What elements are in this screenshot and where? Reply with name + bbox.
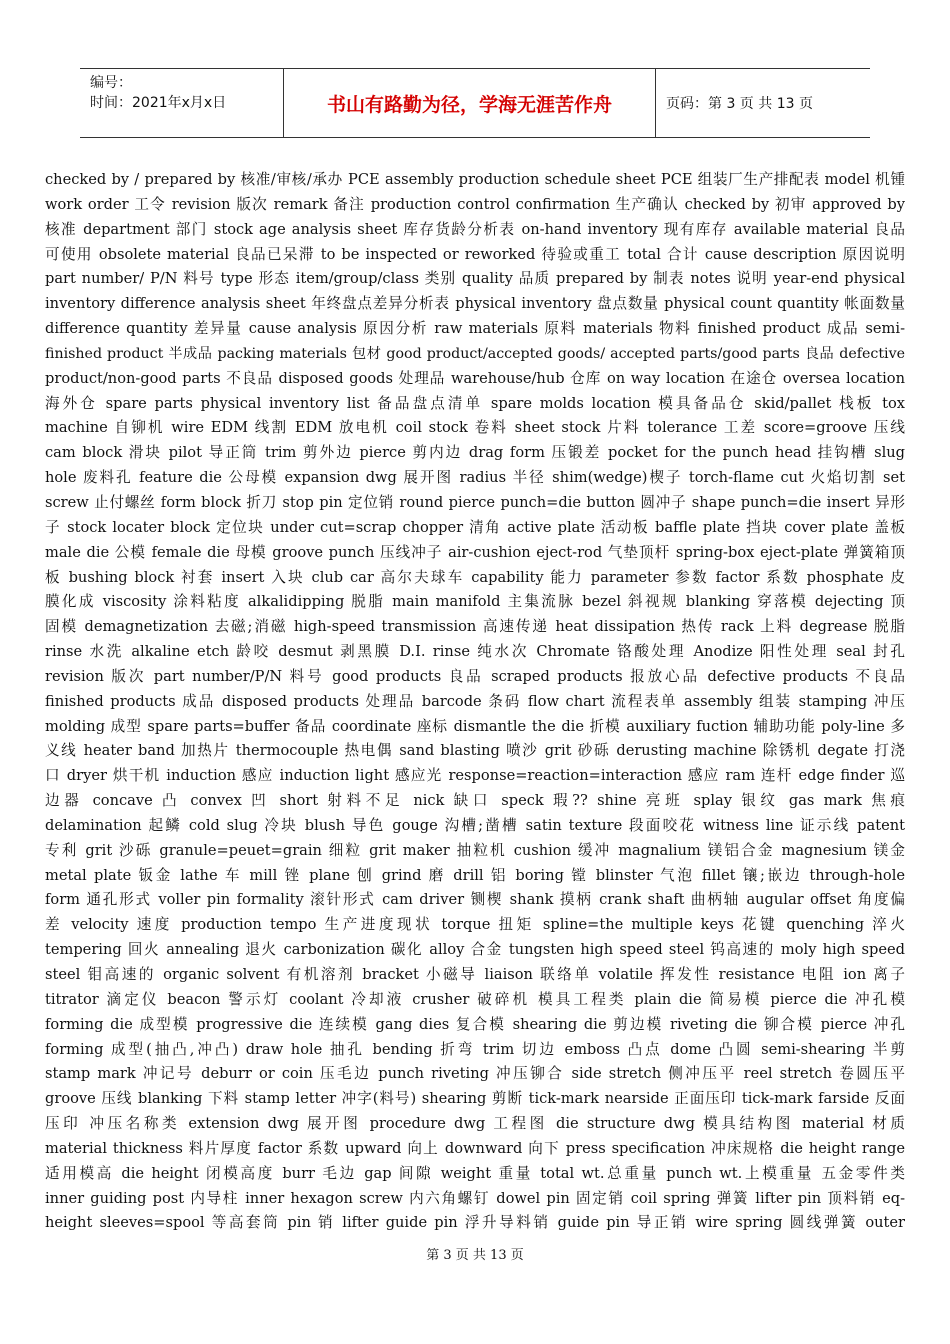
glossary-line: molding 成型 spare parts=buffer 备品 coordinate 座标 dismantle the die 折模 auxiliary fuction 辅助功能 poly-line 多 — [45, 717, 905, 735]
header-motto: 书山有路勤为径，学海无涯苦作舟 — [283, 69, 656, 137]
glossary-line: form 通孔形式 voller pin formality 滚针形式 cam driver 铡楔 shank 摸柄 crank shaft 曲柄轴 augular offset 角度偏 — [45, 891, 905, 909]
glossary-line: 子 stock locater block 定位块 under cut=scrap chopper 清角 active plate 活动板 baffle plate 挡块 cover plate 盖板 — [45, 518, 905, 536]
glossary-line: 专利 grit 沙砾 granule=peuet=grain 细粒 grit maker 抽粒机 cushion 缓冲 magnalium 镁铝合金 magnesium 镁金 — [45, 841, 905, 859]
glossary-line: material thickness 料片厚度 factor 系数 upward 向上 downward 向下 press specification 冲床规格 die height range — [45, 1139, 905, 1157]
header-meta — [80, 69, 283, 137]
glossary-line: 口 dryer 烘干机 induction 感应 induction light 感应光 response=reaction=interaction 感应 ram 连杆 edge finder 巡 — [45, 767, 905, 785]
glossary-line: groove 压线 blanking 下料 stamp letter 冲字(料号) shearing 剪断 tick-mark nearside 正面压印 tick-mark farside 反面 — [45, 1090, 905, 1108]
glossary-line: 差 velocity 速度 production tempo 生产进度现状 torque 扭矩 spline=the multiple keys 花键 quenching 淬火 — [45, 916, 905, 934]
glossary-line: 固模 demagnetization 去磁;消磁 high-speed transmission 高速传递 heat dissipation 热传 rack 上料 degrease 脱脂 — [45, 618, 905, 636]
glossary-line: finished product 半成品 packing materials 包材 good product/accepted goods/ accepted parts/good parts 良品 defective — [45, 345, 905, 362]
document-number-label: 编号： — [90, 75, 132, 91]
glossary-line: hole 废料孔 feature die 公母模 expansion dwg 展开图 radius 半径 shim(wedge)楔子 torch-flame cut 火焰切割 set — [45, 469, 905, 487]
glossary-line: cam block 滑块 pilot 导正筒 trim 剪外边 pierce 剪内边 drag form 压锻差 pocket for the punch head 挂钩槽 slug — [45, 444, 905, 462]
glossary-line: stamp mark 冲记号 deburr or coin 压毛边 punch riveting 冲压铆合 side stretch 侧冲压平 reel stretch 卷圆压平 — [45, 1065, 905, 1083]
document-time-label: 时间：2021年x月x日 — [90, 95, 227, 111]
glossary-line: revision 版次 part number/P/N 料号 good products 良品 scraped products 报放心品 defective products 不良品 — [45, 667, 905, 685]
glossary-line: 海外仓 spare parts physical inventory list 备品盘点清单 spare molds location 模具备品仓 skid/pallet 栈板 tox — [45, 394, 905, 412]
glossary-line: machine 自铆机 wire EDM 线割 EDM 放电机 coil stock 卷料 sheet stock 片料 tolerance 工差 score=groove 压线 — [45, 419, 905, 437]
header-page-info: 页码：第 3 页 共 13 页 — [666, 96, 813, 112]
glossary-line: 压印 冲压名称类 extension dwg 展开图 procedure dwg 工程图 die structure dwg 模具结构图 material 材质 — [45, 1115, 905, 1133]
glossary-line: metal plate 钣金 lathe 车 mill 锉 plane 刨 grind 磨 drill 铝 boring 镗 blinster 气泡 fillet 镶;嵌边 through-hole — [45, 866, 905, 884]
glossary-line: part number/ P/N 料号 type 形态 item/group/class 类别 quality 品质 prepared by 制表 notes 说明 year-end physical — [45, 270, 905, 288]
glossary-line: male die 公模 female die 母模 groove punch 压线冲子 air-cushion eject-rod 气垫顶杆 spring-box eject-plate 弹簧箱顶 — [45, 543, 905, 561]
glossary-line: inventory difference analysis sheet 年终盘点差异分析表 physical inventory 盘点数量 physical count quantity 帐面数量 — [45, 295, 905, 313]
glossary-line: 板 bushing block 衬套 insert 入块 club car 高尔夫球车 capability 能力 parameter 参数 factor 系数 phosphate 皮 — [45, 568, 905, 586]
glossary-line: height sleeves=spool 等高套筒 pin 销 lifter guide pin 浮升导料销 guide pin 导正销 wire spring 圆线弹簧 outer — [45, 1214, 905, 1232]
glossary-line: forming 成型(抽凸,冲凸) draw hole 抽孔 bending 折弯 trim 切边 emboss 凸点 dome 凸圆 semi-shearing 半剪 — [45, 1040, 905, 1058]
glossary-line: 膜化成 viscosity 涂料粘度 alkalidipping 脱脂 main manifold 主集流脉 bezel 斜视规 blanking 穿落模 dejecting 顶 — [45, 593, 905, 611]
glossary-line: rinse 水洗 alkaline etch 龄咬 desmut 剥黑膜 D.I. rinse 纯水次 Chromate 铬酸处理 Anodize 阳性处理 seal 封孔 — [45, 643, 905, 661]
page-header — [80, 68, 870, 138]
glossary-line: steel 钼高速的 organic solvent 有机溶剂 bracket 小磁导 liaison 联络单 volatile 挥发性 resistance 电阻 ion 离子 — [45, 966, 905, 983]
glossary-line: 边器 concave 凸 convex 凹 short 射料不足 nick 缺口 speck 瑕?? shine 亮班 splay 银纹 gas mark 焦痕 — [45, 792, 905, 810]
page-footer: 第 3 页 共 13 页 — [426, 1248, 524, 1263]
glossary-line: checked by / prepared by 核准/审核/承办 PCE assembly production schedule sheet PCE 组装厂生产排配表 model 机锺 — [45, 171, 905, 188]
glossary-body — [45, 168, 905, 1236]
glossary-line: forming die 成型模 progressive die 连续模 gang dies 复合模 shearing die 剪边模 riveting die 铆合模 pierce 冲孔 — [45, 1015, 905, 1033]
glossary-line: screw 止付螺丝 form block 折刀 stop pin 定位销 round pierce punch=die button 圆冲子 shape punch=die insert 异形 — [45, 493, 905, 511]
glossary-line: finished products 成品 disposed products 处理品 barcode 条码 flow chart 流程表单 assembly 组装 stamping 冲压 — [45, 692, 905, 710]
glossary-line: 可使用 obsolete material 良品已呆滞 to be inspected or reworked 待验或重工 total 合计 cause description 原因说明 — [45, 245, 905, 263]
glossary-line: work order 工令 revision 版次 remark 备注 production control confirmation 生产确认 checked by 初审 approved by — [45, 195, 905, 213]
glossary-line: inner guiding post 内导柱 inner hexagon screw 内六角螺钉 dowel pin 固定销 coil spring 弹簧 lifter pin 顶料销 eq- — [45, 1189, 905, 1207]
glossary-line: delamination 起鳞 cold slug 冷块 blush 导色 gouge 沟槽;凿槽 satin texture 段面咬花 witness line 证示线 patent — [45, 816, 905, 834]
glossary-line: 义线 heater band 加热片 thermocouple 热电偶 sand blasting 喷沙 grit 砂砾 derusting machine 除锈机 degate 打浇 — [45, 742, 905, 760]
glossary-line: difference quantity 差异量 cause analysis 原因分析 raw materials 原料 materials 物料 finished product 成品 semi- — [45, 320, 905, 338]
glossary-line: 适用模高 die height 闭模高度 burr 毛边 gap 间隙 weight 重量 total wt.总重量 punch wt.上模重量 五金零件类 — [45, 1164, 905, 1182]
glossary-line: 核准 department 部门 stock age analysis sheet 库存货龄分析表 on-hand inventory 现有库存 available material 良品 — [45, 220, 905, 238]
glossary-line: titrator 滴定仪 beacon 警示灯 coolant 冷却液 crusher 破碎机 模具工程类 plain die 简易模 pierce die 冲孔模 — [45, 990, 905, 1008]
glossary-line: product/non-good parts 不良品 disposed goods 处理品 warehouse/hub 仓库 on way location 在途仓 oversea location — [45, 369, 905, 387]
glossary-line: tempering 回火 annealing 退火 carbonization 碳化 alloy 合金 tungsten high speed steel 钨高速的 moly high speed — [45, 941, 905, 959]
